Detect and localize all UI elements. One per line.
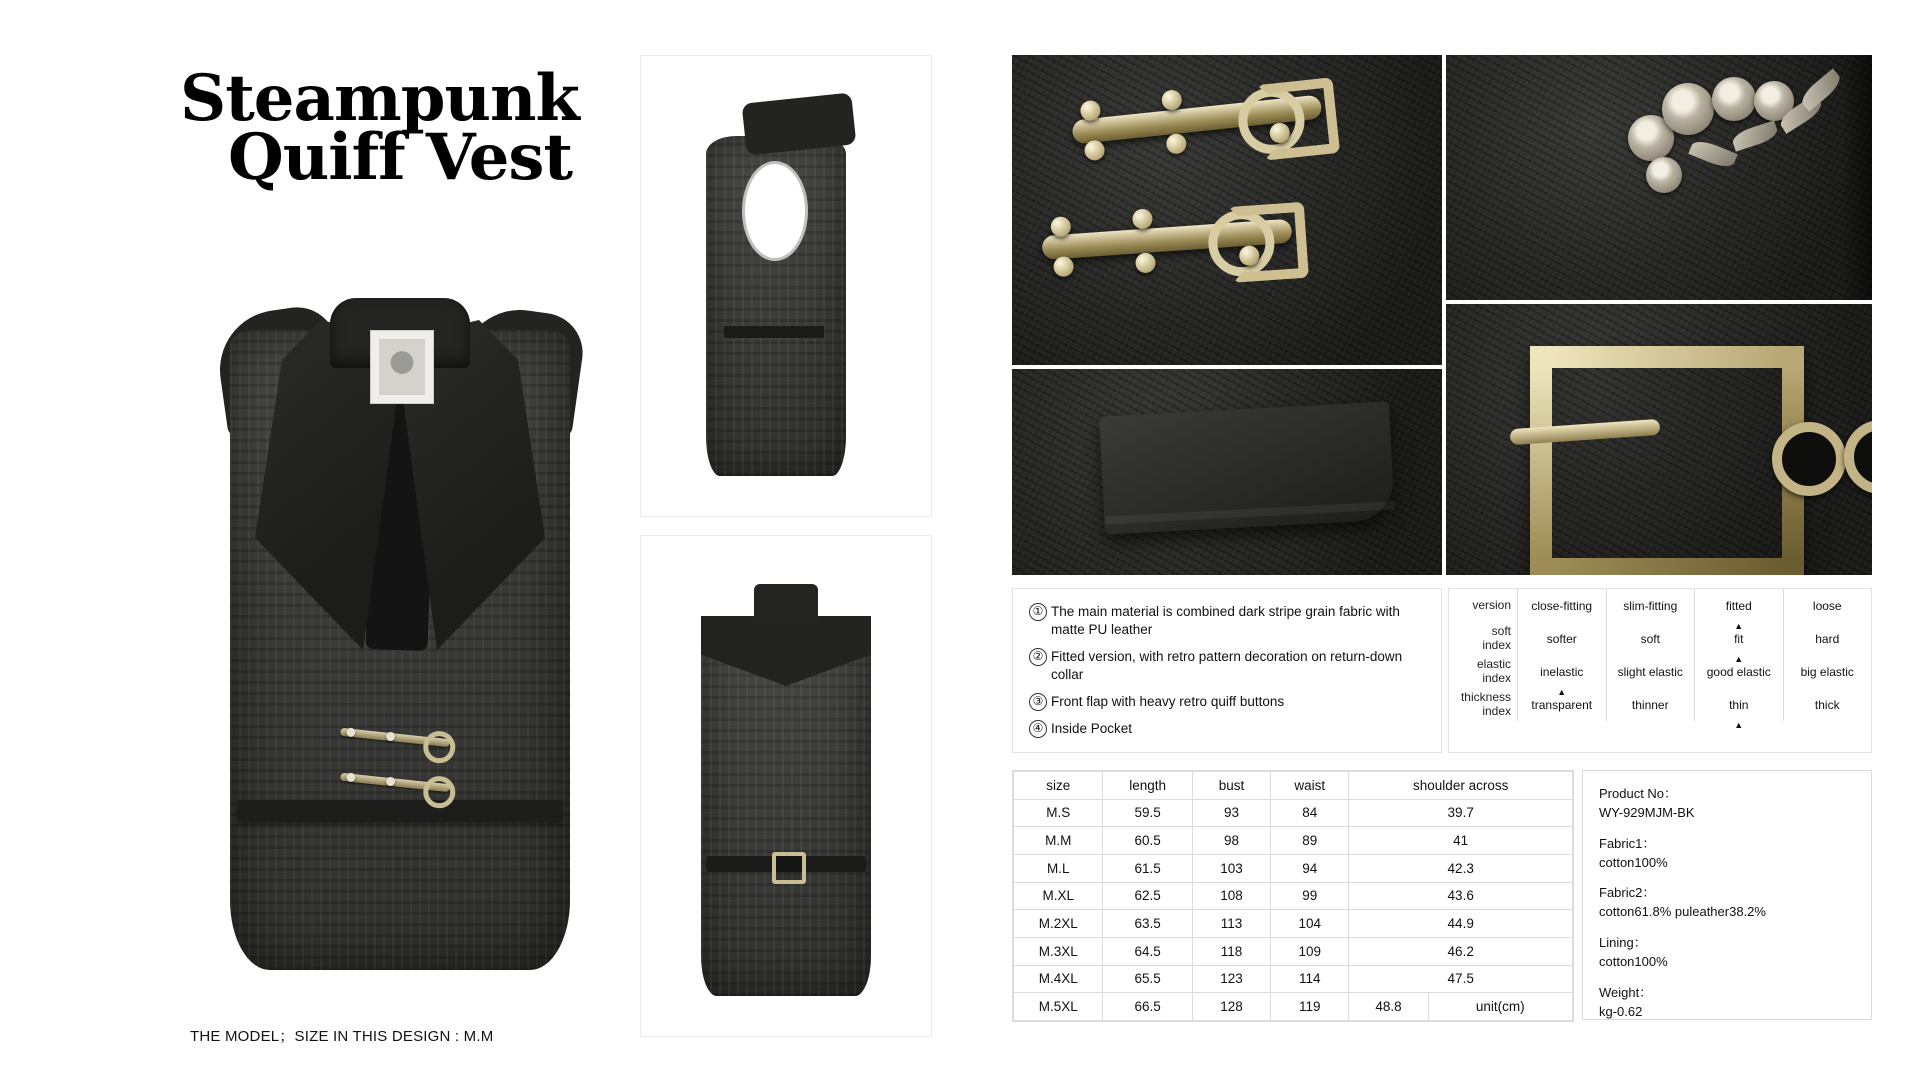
- index-row-label: [1449, 655, 1517, 688]
- clasp-rivet: [1084, 139, 1106, 161]
- product-no-block: [1599, 785, 1855, 823]
- index-label-line1: thickness: [1460, 690, 1511, 705]
- index-option[interactable]: thinner: [1606, 688, 1695, 721]
- cell-size: M.L: [1014, 854, 1103, 882]
- index-option[interactable]: good elastic: [1694, 655, 1783, 688]
- vest-side-pocket: [724, 326, 824, 338]
- unit-label: unit(cm): [1428, 993, 1572, 1021]
- index-row-label: version: [1472, 597, 1511, 612]
- table-row: [1014, 910, 1573, 938]
- cell-waist: 94: [1271, 854, 1349, 882]
- vest-brand-label: [370, 330, 434, 404]
- cell-shoulder: 44.9: [1349, 910, 1573, 938]
- detail-photo-brass-buckle: [1446, 304, 1872, 575]
- index-label-line1: elastic: [1476, 657, 1511, 672]
- cell-bust: 93: [1192, 799, 1270, 827]
- index-option-selected[interactable]: fitted ▲: [1694, 589, 1783, 622]
- cell-size: M.2XL: [1014, 910, 1103, 938]
- feature-note: [1029, 720, 1425, 738]
- product-no-label: Product No：: [1599, 786, 1678, 801]
- table-row: [1014, 799, 1573, 827]
- cell-waist: 89: [1271, 827, 1349, 855]
- cell-shoulder: 39.7: [1349, 799, 1573, 827]
- feature-notes-panel: [1012, 588, 1442, 753]
- cell-length: 61.5: [1103, 854, 1192, 882]
- cell-size: M.S: [1014, 799, 1103, 827]
- clasp-hook: [1228, 202, 1309, 283]
- weight-block: [1599, 984, 1855, 1022]
- detail-photo-rose-ornament: [1446, 55, 1872, 300]
- index-options: [1517, 589, 1871, 622]
- index-label-line2: index: [1482, 703, 1511, 718]
- vest-waist-belt-front: [238, 800, 562, 822]
- fabric1-block: [1599, 835, 1855, 873]
- index-option[interactable]: thick: [1783, 688, 1872, 721]
- feature-text: Inside Pocket: [1051, 720, 1133, 736]
- cell-bust: 118: [1192, 937, 1270, 965]
- leaf-motif: [1730, 120, 1779, 151]
- cell-waist: 84: [1271, 799, 1349, 827]
- detail-photo-pocket-flap: [1012, 369, 1442, 575]
- cell-shoulder: 48.8: [1349, 993, 1428, 1021]
- index-option[interactable]: slight elastic: [1606, 655, 1695, 688]
- col-header-size: size: [1014, 772, 1103, 800]
- vest-back-photo: [640, 535, 932, 1037]
- cell-bust: 113: [1192, 910, 1270, 938]
- rose-motif: [1646, 157, 1682, 193]
- product-info-panel: [1582, 770, 1872, 1020]
- belt-eyelet: [1772, 422, 1846, 496]
- cell-shoulder: 42.3: [1349, 854, 1573, 882]
- vest-side-photo: [640, 55, 932, 517]
- rose-motif: [1712, 77, 1756, 121]
- cell-size: M.3XL: [1014, 937, 1103, 965]
- fit-index-table: [1448, 588, 1872, 753]
- col-header-waist: waist: [1271, 772, 1349, 800]
- clasp-rivet: [1053, 256, 1074, 277]
- cell-length: 66.5: [1103, 993, 1192, 1021]
- vest-collar-back: [754, 584, 818, 624]
- index-option[interactable]: softer: [1517, 622, 1606, 655]
- cell-length: 64.5: [1103, 937, 1192, 965]
- index-row-thickness: [1449, 688, 1871, 721]
- clasp-rivet: [1135, 252, 1156, 273]
- feature-number: ③: [1029, 693, 1047, 711]
- lining-value: cotton100%: [1599, 953, 1668, 969]
- index-option-selected[interactable]: inelastic ▲: [1517, 655, 1606, 688]
- cell-bust: 103: [1192, 854, 1270, 882]
- table-row: [1014, 993, 1573, 1021]
- index-row-soft: [1449, 622, 1871, 655]
- fabric1-value: cotton100%: [1599, 854, 1668, 870]
- vest-front-photo: [200, 270, 600, 1000]
- lining-block: [1599, 934, 1855, 972]
- table-row: [1014, 937, 1573, 965]
- index-row-label: [1449, 622, 1517, 655]
- title-line-2: Quiff Vest: [227, 119, 573, 195]
- index-option[interactable]: slim-fitting: [1606, 589, 1695, 622]
- vest-armhole: [742, 161, 808, 261]
- cell-shoulder: 46.2: [1349, 937, 1573, 965]
- col-header-shoulder: shoulder across: [1349, 772, 1573, 800]
- feature-text: Front flap with heavy retro quiff buttons: [1051, 693, 1285, 709]
- fabric2-block: [1599, 884, 1855, 922]
- index-option[interactable]: big elastic: [1783, 655, 1872, 688]
- detail-photo-quiff-buttons: [1012, 55, 1442, 365]
- index-option[interactable]: loose: [1783, 589, 1872, 622]
- rose-corner-ornament: [1628, 73, 1848, 223]
- cell-waist: 99: [1271, 882, 1349, 910]
- index-option[interactable]: soft: [1606, 622, 1695, 655]
- index-option[interactable]: transparent: [1517, 688, 1606, 721]
- lining-label: Lining：: [1599, 935, 1647, 951]
- index-row-version: [1449, 589, 1871, 622]
- clasp-rivet: [1132, 208, 1153, 229]
- vest-back-buckle: [772, 852, 806, 884]
- index-options: [1517, 688, 1871, 721]
- index-options: [1517, 655, 1871, 688]
- feature-note: [1029, 648, 1425, 684]
- cell-waist: 109: [1271, 937, 1349, 965]
- product-no-value: WY-929MJM-BK: [1599, 804, 1695, 820]
- table-row: [1014, 827, 1573, 855]
- index-options: [1517, 622, 1871, 655]
- cell-shoulder: 47.5: [1349, 965, 1573, 993]
- feature-note: [1029, 693, 1425, 711]
- fabric2-label: Fabric2：: [1599, 885, 1656, 901]
- cell-size: M.5XL: [1014, 993, 1103, 1021]
- feature-number: ④: [1029, 720, 1047, 738]
- model-size-note: THE MODEL；SIZE IN THIS DESIGN : M.M: [190, 1028, 494, 1045]
- index-option-selected[interactable]: thin ▲: [1694, 688, 1783, 721]
- middle-column: [640, 55, 930, 1015]
- cell-shoulder: 41: [1349, 827, 1573, 855]
- feature-number: ②: [1029, 648, 1047, 666]
- leaf-motif: [1688, 137, 1737, 171]
- cell-waist: 114: [1271, 965, 1349, 993]
- cell-bust: 108: [1192, 882, 1270, 910]
- feature-note: [1029, 603, 1425, 639]
- cell-length: 62.5: [1103, 882, 1192, 910]
- feature-text: The main material is combined dark stripe grain fabric with matte PU leather: [1051, 604, 1400, 637]
- cell-size: M.XL: [1014, 882, 1103, 910]
- index-label-line2: index: [1482, 637, 1511, 652]
- index-row-elastic: [1449, 655, 1871, 688]
- cell-length: 60.5: [1103, 827, 1192, 855]
- col-header-length: length: [1103, 772, 1192, 800]
- cell-length: 65.5: [1103, 965, 1192, 993]
- flap-stitch-edge: [1104, 501, 1394, 524]
- index-option-selected[interactable]: fit ▲: [1694, 622, 1783, 655]
- cell-bust: 123: [1192, 965, 1270, 993]
- index-row-label: [1449, 688, 1517, 721]
- cell-bust: 128: [1192, 993, 1270, 1021]
- weight-label: Weight：: [1599, 984, 1653, 1000]
- index-label-line1: soft: [1491, 624, 1511, 639]
- fabric1-label: Fabric1：: [1599, 835, 1656, 851]
- feature-text: Fitted version, with retro pattern decoration on return-down collar: [1051, 648, 1403, 682]
- table-row: [1014, 882, 1573, 910]
- cell-size: M.4XL: [1014, 965, 1103, 993]
- pocket-flap: [1099, 401, 1395, 534]
- detail-photo-grid: [1012, 55, 1872, 575]
- vest-back-illustration: [696, 556, 886, 1016]
- left-column: [150, 40, 620, 1045]
- size-chart-table: [1013, 771, 1573, 1021]
- title-line-1: Steampunk: [180, 61, 579, 136]
- cell-size: M.M: [1014, 827, 1103, 855]
- size-chart: [1012, 770, 1574, 1022]
- table-row: [1014, 965, 1573, 993]
- index-option[interactable]: close-fitting: [1517, 589, 1606, 622]
- col-header-bust: bust: [1192, 772, 1270, 800]
- cell-shoulder: 43.6: [1349, 882, 1573, 910]
- cell-waist: 104: [1271, 910, 1349, 938]
- cell-waist: 119: [1271, 993, 1349, 1021]
- fabric2-value: cotton61.8% puleather38.2%: [1599, 904, 1766, 920]
- index-option[interactable]: hard: [1783, 622, 1872, 655]
- photo-shadow-edge: [1844, 55, 1872, 300]
- feature-number: ①: [1029, 603, 1047, 621]
- table-header-row: [1014, 772, 1573, 800]
- vest-side-illustration: [696, 76, 876, 496]
- index-label-line2: index: [1482, 670, 1511, 685]
- clasp-hook: [1257, 77, 1341, 161]
- table-row: [1014, 854, 1573, 882]
- clasp-rivet: [1165, 133, 1187, 155]
- clasp-rivet: [1161, 89, 1183, 111]
- cell-length: 63.5: [1103, 910, 1192, 938]
- brass-buckle: [1530, 346, 1804, 575]
- weight-value: kg-0.62: [1599, 1003, 1643, 1019]
- cell-length: 59.5: [1103, 799, 1192, 827]
- rose-motif: [1662, 83, 1714, 135]
- page-title: [170, 61, 600, 195]
- cell-bust: 98: [1192, 827, 1270, 855]
